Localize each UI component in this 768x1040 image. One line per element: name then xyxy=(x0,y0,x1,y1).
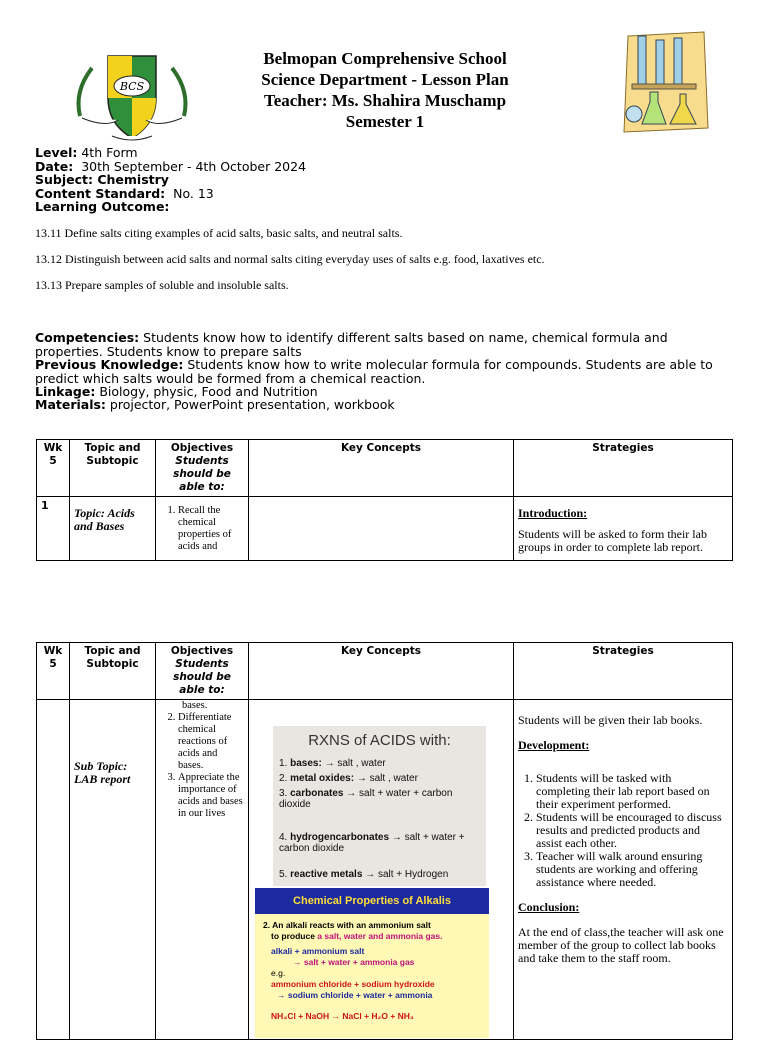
header-topic: Topic and Subtopic xyxy=(70,440,156,497)
objective-item: 3. Appreciate the importance of acids and bases in our lives xyxy=(178,772,244,820)
alkali-slide-body xyxy=(255,914,489,1038)
topic-cell xyxy=(70,497,156,561)
date-value: 30th September - 4th October 2024 xyxy=(81,158,307,174)
objectives-subtitle: Students should be able to: xyxy=(173,455,231,493)
table-header-row xyxy=(37,643,733,700)
logo-letters: BCS xyxy=(119,80,145,93)
introduction-text: Students will be asked to form their lab groups in order to complete lab report. xyxy=(518,527,707,554)
alkali-word-equation: alkali + ammonium salt xyxy=(271,946,365,956)
header-strategies: Strategies xyxy=(514,643,733,700)
header-key-concepts: Key Concepts xyxy=(249,440,514,497)
previous-knowledge-value: Students know how to write molecular formula for compounds. Students are able to predict which salts would be formed from a chemical reaction. xyxy=(35,357,713,386)
acid-reactions-slide xyxy=(273,726,486,886)
acid-reactions-title: RXNS of ACIDS with: xyxy=(308,732,451,749)
alkali-example: ammonium chloride + sodium hydroxide xyxy=(271,979,435,989)
alkali-formula: NH₄Cl + NaOH → NaCl + H₂O + NH₃ xyxy=(271,1011,414,1021)
semester: Semester 1 xyxy=(345,112,425,131)
linkage-value: Biology, physic, Food and Nutrition xyxy=(99,384,318,399)
subtopic-cell xyxy=(70,700,156,1040)
acid-reaction-item: 4. hydrogencarbonates → salt + water + carbon dioxide xyxy=(279,832,465,854)
outcome-item: 13.13 Prepare samples of soluble and insoluble salts. xyxy=(35,278,289,292)
table-row xyxy=(37,497,733,561)
subject-label: Subject: Chemistry xyxy=(35,172,169,187)
objectives-title: Objectives xyxy=(170,442,234,454)
learning-outcome-label: Learning Outcome: xyxy=(35,199,170,214)
header-wk: Wk 5 xyxy=(37,440,70,497)
school-logo xyxy=(66,46,198,146)
materials xyxy=(35,398,735,412)
competencies xyxy=(35,331,735,358)
subtopic-text: Sub Topic: LAB report xyxy=(74,759,131,786)
conclusion-heading: Conclusion: xyxy=(518,900,580,914)
strategies-cell xyxy=(514,700,733,1040)
date-row xyxy=(35,160,306,174)
content-standard-row xyxy=(35,187,306,201)
header-strategies: Strategies xyxy=(514,440,733,497)
header-key-concepts: Key Concepts xyxy=(249,643,514,700)
lab-flasks-clipart xyxy=(620,30,712,134)
topic-text: Topic: Acids and Bases xyxy=(74,506,135,533)
lesson-meta xyxy=(35,146,306,214)
outcome-item: 13.11 Define salts citing examples of acid salts, basic salts, and neutral salts. xyxy=(35,226,403,240)
alkali-word-equation: → salt + water + ammonia gas xyxy=(293,957,415,967)
teacher-name: Teacher: Ms. Shahira Muschamp xyxy=(263,91,507,110)
table-header-row xyxy=(37,440,733,497)
objective-item: 1. Recall the chemical properties of acids and xyxy=(178,505,244,553)
alkali-example: → sodium chloride + water + ammonia xyxy=(277,990,433,1000)
objective-item: 2. Differentiate chemical reactions of acids and bases. xyxy=(178,712,244,772)
header-objectives xyxy=(156,643,249,700)
alkali-highlight: a salt, water and ammonia gas. xyxy=(317,931,443,941)
key-concepts-cell xyxy=(249,700,514,1040)
lesson-table-1 xyxy=(36,439,733,561)
development-item: 2. Students will be encouraged to discuss results and predicted products and assist each other. xyxy=(536,811,728,850)
learning-outcome-row xyxy=(35,200,306,214)
development-list xyxy=(518,772,728,889)
date-label: Date: xyxy=(35,158,74,174)
acid-reaction-item: 1. bases: → salt , water xyxy=(279,758,386,769)
subject-row xyxy=(35,173,306,187)
objectives-list xyxy=(160,505,244,553)
table-row xyxy=(37,700,733,1040)
previous-knowledge-label: Previous Knowledge: xyxy=(35,357,184,372)
objectives-subtitle: Students should be able to: xyxy=(173,658,231,696)
school-name: Belmopan Comprehensive School xyxy=(263,49,507,68)
alkali-eg: e.g. xyxy=(271,968,286,978)
acid-reaction-item: 3. carbonates → salt + water + carbon dioxide xyxy=(279,788,453,810)
alkali-line: to produce a salt, water and ammonia gas. xyxy=(271,931,443,941)
lesson-table-2 xyxy=(36,642,733,1040)
level-label: Level: xyxy=(35,145,78,160)
header-title xyxy=(210,48,560,132)
week-cell xyxy=(37,700,70,1040)
level-value: 4th Form xyxy=(81,145,138,160)
acid-reaction-item: 5. reactive metals → salt + Hydrogen xyxy=(279,869,449,880)
objective-continuation: bases. xyxy=(182,700,208,711)
header-wk: Wk 5 xyxy=(37,643,70,700)
competencies-label: Competencies: xyxy=(35,330,140,345)
department-title: Science Department - Lesson Plan xyxy=(261,70,509,89)
linkage-label: Linkage: xyxy=(35,384,96,399)
alkali-properties-slide xyxy=(255,888,489,1038)
content-standard-label: Content Standard: xyxy=(35,185,166,201)
header-objectives xyxy=(156,440,249,497)
development-heading: Development: xyxy=(518,738,590,752)
development-item: 3. Teacher will walk around ensuring students are working and offering assistance where needed. xyxy=(536,850,728,889)
acid-reaction-item: 2. metal oxides: → salt , water xyxy=(279,773,418,784)
alkali-line: 2. An alkali reacts with an ammonium salt xyxy=(263,920,431,930)
week-number: 1 xyxy=(37,497,70,561)
conclusion-text: At the end of class,the teacher will ask one member of the group to collect lab books and take them to the staff room. xyxy=(518,925,724,965)
outcome-item: 13.12 Distinguish between acid salts and normal salts citing everyday uses of salts e.g. food, laxatives etc. xyxy=(35,252,545,266)
header-topic: Topic and Subtopic xyxy=(70,643,156,700)
content-standard-value: No. 13 xyxy=(173,185,214,201)
strategy-intro: Students will be given their lab books. xyxy=(518,713,703,727)
objectives-cell xyxy=(156,497,249,561)
previous-knowledge xyxy=(35,358,735,385)
strategies-cell xyxy=(514,497,733,561)
objectives-list xyxy=(160,712,244,820)
objectives-title: Objectives xyxy=(170,645,234,657)
development-item: 1. Students will be tasked with completing their lab report based on their experiment performed. xyxy=(536,772,728,811)
materials-value: projector, PowerPoint presentation, workbook xyxy=(109,397,395,412)
introduction-heading: Introduction: xyxy=(518,506,588,520)
competencies-value: Students know how to identify different salts based on name, chemical formula and properties. Students know to prepare salts xyxy=(35,330,668,359)
alkali-slide-title: Chemical Properties of Alkalis xyxy=(255,888,489,914)
materials-label: Materials: xyxy=(35,397,106,412)
objectives-cell xyxy=(156,700,249,1040)
key-concepts-cell xyxy=(249,497,514,561)
level-row xyxy=(35,146,306,160)
